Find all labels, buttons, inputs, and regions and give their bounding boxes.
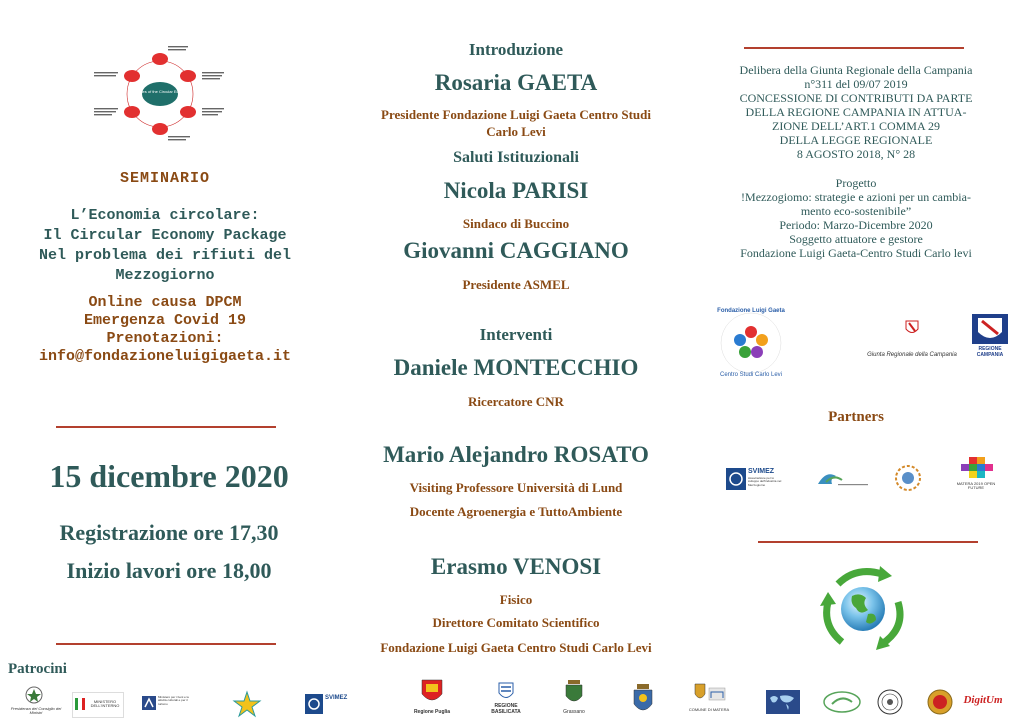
- seminar-title-line: Mezzogiorno: [115, 267, 215, 284]
- regione-campania-logo: [972, 314, 1008, 344]
- patrocini-label: Patrocini: [8, 661, 67, 677]
- speaker-role: Presidente Fondazione Luigi Gaeta Centro Studi: [381, 107, 651, 122]
- digitum-text: DigitUm: [963, 694, 1003, 706]
- presidenza-logo-text: Presidenza del Consiglio dei Ministri: [10, 706, 62, 716]
- matera-partner-logo: [957, 457, 995, 493]
- giunta-emblem-icon: [905, 320, 919, 336]
- delibera-line: DELLA LEGGE REGIONALE: [779, 133, 933, 147]
- ministero-interno-text: MINISTERO DELL'INTERNO: [90, 699, 120, 709]
- covid-note: Emergenza Covid 19: [83, 312, 247, 329]
- seminar-title-line: L’Economia circolare:: [70, 207, 260, 224]
- presidenza-logo: [8, 685, 64, 721]
- start-time: Inizio lavori ore 18,00: [66, 558, 272, 583]
- left-divider-bottom: [56, 643, 276, 645]
- speaker-role: Docente Agroenergia e TuttoAmbiente: [409, 504, 623, 519]
- progetto-line: mento eco-sostenibile”: [800, 204, 912, 218]
- progetto-line: Soggetto attuatore e gestore: [789, 232, 923, 246]
- regione-puglia-logo: [410, 678, 454, 722]
- speaker-role: Visiting Professore Università di Lund: [409, 480, 623, 495]
- speaker-name: Mario Alejandro ROSATO: [383, 442, 649, 467]
- gold-seal-logo: [926, 688, 954, 716]
- online-note: Online causa DPCM: [88, 294, 242, 311]
- comune-crest-logo: [632, 684, 654, 716]
- ministero-beni-logo: [142, 692, 190, 716]
- booking-email[interactable]: info@fondazioneluigigaeta.it: [38, 348, 292, 365]
- matera-comune-text: COMUNE DI MATERA: [688, 707, 730, 712]
- seminar-info: [10, 294, 320, 366]
- speaker-name: Daniele MONTECCHIO: [393, 355, 639, 380]
- progetto-line: Fondazione Luigi Gaeta-Centro Studi Carlo levi: [740, 246, 972, 260]
- fondazione-logo-text: Fondazione Luigi Gaeta: [717, 308, 785, 314]
- speaker-name: Erasmo VENOSI: [430, 554, 602, 579]
- right-divider-bottom: [758, 541, 978, 543]
- diagram-center-node: [142, 82, 178, 106]
- grassano-logo: [558, 680, 590, 722]
- matera-partner-text: MATERA 2019 OPEN FUTURE: [956, 481, 996, 491]
- speaker-role: Fisico: [499, 592, 533, 607]
- ministero-beni-text: Ministero per i beni e le attività culturali e per il turismo: [158, 695, 190, 706]
- speaker-role: Sindaco di Buccino: [462, 216, 570, 231]
- seminar-title-line: Nel problema dei rifiuti del: [38, 247, 292, 264]
- speaker-name: Giovanni CAGGIANO: [403, 238, 629, 263]
- oval-green-logo: [822, 690, 862, 714]
- speaker-role: Direttore Comitato Scientifico: [432, 615, 600, 630]
- delibera-line: 8 AGOSTO 2018, N° 28: [796, 147, 916, 161]
- giunta-logo-text: Giunta Regionale della Campania: [867, 352, 957, 358]
- regione-basilicata-logo: [484, 682, 528, 720]
- svimez-partner-logo: [726, 466, 784, 492]
- progetto-line: Progetto: [835, 176, 877, 190]
- fondazione-logo: [718, 310, 784, 376]
- right-divider-top: [744, 47, 964, 49]
- svimez-partner-sub: Associazione per lo sviluppo dell'industria nel Mezzogiorno: [748, 476, 782, 487]
- delibera-line: ZIONE DELL’ART.1 COMMA 29: [772, 119, 940, 133]
- seminar-label: SEMINARIO: [119, 170, 210, 187]
- progetto-line: !Mezzogiomo: strategie e azioni per un cambia-: [741, 190, 971, 204]
- speaker-name: Nicola PARISI: [443, 178, 589, 203]
- event-date: 15 dicembre 2020: [49, 458, 289, 494]
- speaker-name: Rosaria GAETA: [434, 70, 598, 95]
- delibera-line: n°311 del 09/07 2019: [804, 77, 908, 91]
- svimez-footer-logo: [305, 692, 357, 716]
- delibera-line: CONCESSIONE DI CONTRIBUTI DA PARTE: [739, 91, 973, 105]
- interventi-label: Interventi: [479, 325, 553, 344]
- regione-puglia-text: Regione Puglia: [413, 709, 451, 715]
- diagram-center-label: Principles of the Circular Economy: [129, 89, 191, 94]
- fondazione-logo-subtext: Centro Studi Carlo Levi: [719, 372, 783, 378]
- saluti-label: Saluti Istituzionali: [453, 149, 579, 166]
- star-logo: [229, 690, 265, 718]
- partner-circle-logo: [890, 461, 926, 495]
- left-divider-top: [56, 426, 276, 428]
- delibera-block: [706, 63, 1006, 161]
- svimez-footer-text: SVIMEZ: [325, 695, 348, 701]
- world-map-logo: [766, 690, 800, 714]
- speaker-role: Carlo Levi: [486, 124, 546, 139]
- seal-logo: [876, 688, 904, 716]
- speaker-role: Presidente ASMEL: [462, 277, 570, 292]
- svimez-partner-name: SVIMEZ: [748, 468, 775, 475]
- ministero-interno-logo: [72, 692, 124, 718]
- speaker-role: Fondazione Luigi Gaeta Centro Studi Carlo Levi: [380, 640, 652, 655]
- speaker-role: Ricercatore CNR: [468, 394, 564, 409]
- regione-basilicata-text: REGIONE BASILICATA: [491, 703, 521, 715]
- circular-economy-diagram: [90, 44, 230, 144]
- grassano-text: Grassano: [563, 709, 585, 715]
- seminar-title-line: Il Circular Economy Package: [43, 227, 287, 244]
- partner-bird-logo: [812, 466, 872, 492]
- booking-label: Prenotazioni:: [106, 330, 224, 347]
- regione-campania-text: REGIONE CAMPANIA: [976, 346, 1004, 358]
- intro-label: Introduzione: [468, 40, 564, 59]
- delibera-line: DELLA REGIONE CAMPANIA IN ATTUA-: [745, 105, 967, 119]
- delibera-line: Delibera della Giunta Regionale della Campania: [739, 63, 973, 77]
- recycle-globe-icon: [816, 564, 910, 654]
- progetto-line: Periodo: Marzo-Dicembre 2020: [779, 218, 933, 232]
- partners-label: Partners: [828, 409, 884, 425]
- registration-time: Registrazione ore 17,30: [59, 520, 279, 545]
- progetto-block: [706, 176, 1006, 260]
- seminar-title: [10, 206, 320, 286]
- digitum-logo: [958, 694, 1008, 714]
- matera-comune-logo: [688, 682, 730, 720]
